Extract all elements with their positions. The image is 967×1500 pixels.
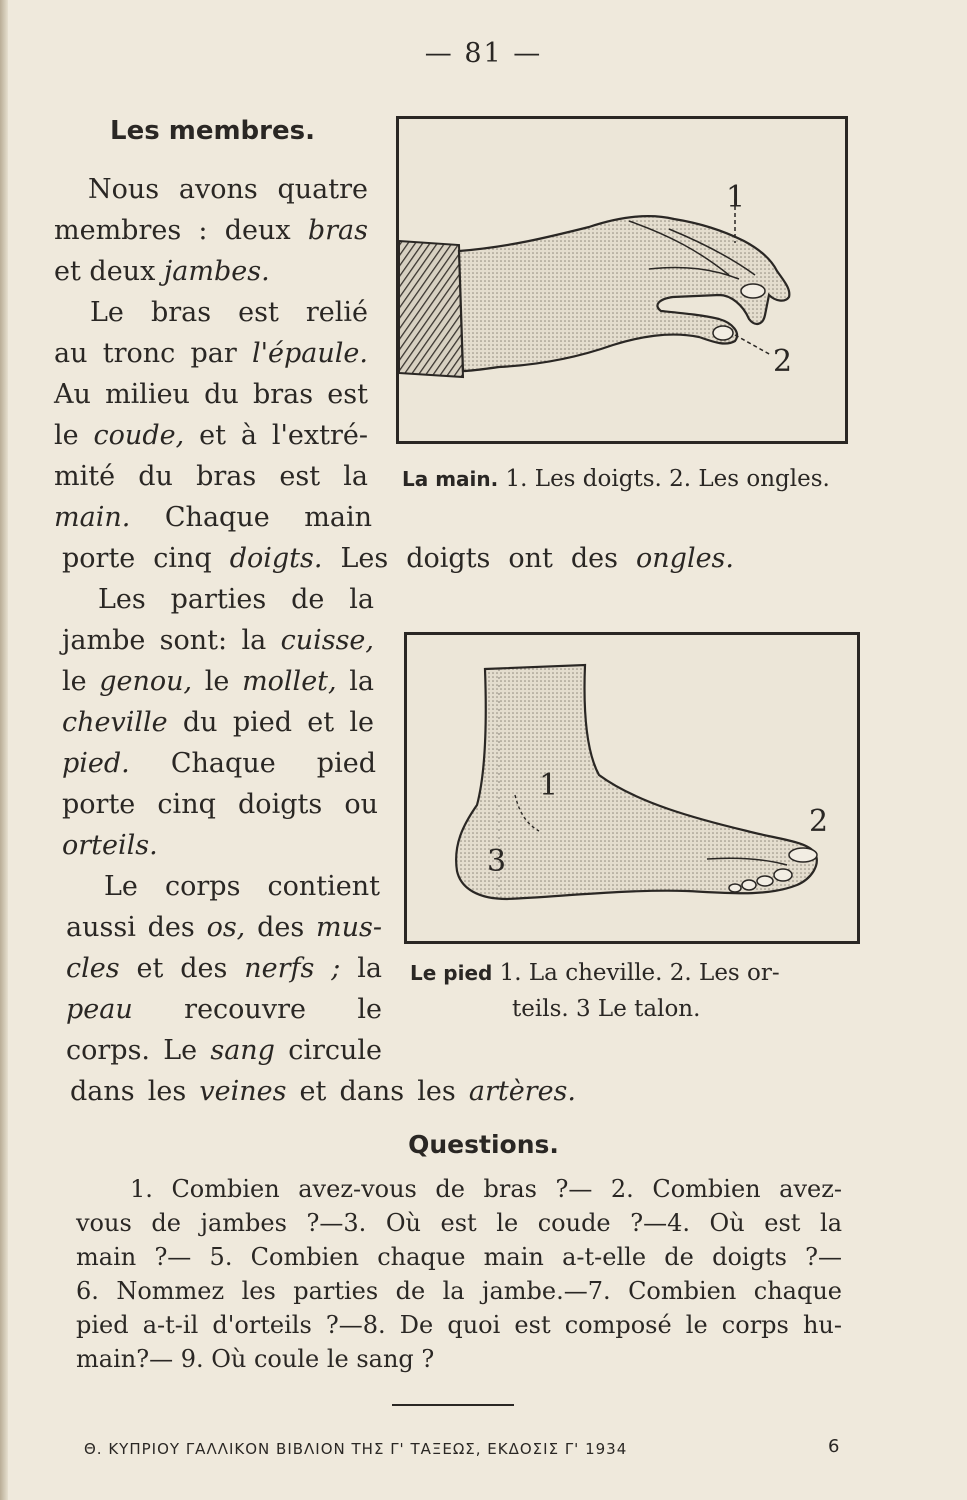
italic-term: orteils. (62, 830, 158, 861)
italic-term: pied. (62, 748, 130, 779)
italic-term: doigts. (229, 543, 323, 574)
body-line: corps. Le sang circule (66, 1035, 382, 1066)
italic-term: sang (210, 1035, 275, 1066)
divider-rule (392, 1404, 514, 1406)
body-line: mité du bras est la (54, 461, 368, 492)
foot-caption-text-1: 1. La cheville. 2. Les or- (499, 960, 780, 986)
body-line: Le bras est relié (90, 297, 368, 328)
body-line (62, 828, 158, 864)
italic-term: main. (54, 502, 131, 533)
italic-term: jambes. (163, 256, 270, 287)
foot-label-toes: 2 (809, 804, 829, 839)
body-line: Au milieu du bras est (54, 379, 368, 410)
italic-term: cuisse, (280, 625, 374, 656)
body-line: peau recouvre le (66, 994, 382, 1025)
italic-term: peau (66, 994, 133, 1025)
hand-drawing (399, 119, 845, 441)
foot-caption-line-1 (410, 960, 780, 986)
body-line: cheville du pied et le (62, 707, 374, 738)
foot-label-ankle: 1 (539, 768, 559, 803)
body-line: et deux jambes. (54, 256, 270, 287)
body-line: Nous avons quatre (88, 174, 368, 205)
body-line: porte cinq doigts ou (62, 789, 378, 820)
hand-caption-text: 1. Les doigts. 2. Les ongles. (505, 466, 830, 492)
body-line: cles et des nerfs ; la (66, 953, 382, 984)
body-line: dans les veines et dans les artères. (70, 1076, 576, 1107)
question-line: main ?— 5. Combien chaque main a-t-elle de doigts ?— (76, 1243, 842, 1271)
hand-illustration (396, 116, 848, 444)
footer-signature-number: 6 (828, 1436, 840, 1457)
body-line: aussi des os, des mus- (66, 912, 382, 943)
italic-term: veines (199, 1076, 287, 1107)
italic-term: l'épaule. (251, 338, 368, 369)
body-line: jambe sont: la cuisse, (62, 625, 374, 656)
body-line: membres : deux bras (54, 215, 368, 246)
question-line: 1. Combien avez-vous de bras ?— 2. Combien avez- (130, 1175, 842, 1203)
page-number: — 81 — (424, 38, 543, 69)
body-line: pied. Chaque pied (62, 748, 376, 779)
italic-term: bras (307, 215, 368, 246)
italic-term: mollet, (242, 666, 337, 697)
question-line: vous de jambes ?—3. Où est le coude ?—4. Où est la (76, 1209, 842, 1237)
italic-term: os, (206, 912, 246, 943)
italic-term: mus- (316, 912, 382, 943)
italic-term: cles (66, 953, 120, 984)
italic-term: cheville (62, 707, 168, 738)
italic-term: artères. (468, 1076, 576, 1107)
hand-caption (402, 466, 830, 492)
question-line: main?— 9. Où coule le sang ? (76, 1345, 435, 1373)
section-title: Les membres. (110, 116, 315, 146)
questions-title: Questions. (408, 1130, 559, 1159)
footer-publisher: Θ. ΚΥΠΡΙΟΥ ΓΑΛΛΙΚΟΝ ΒΙΒΛΙΟΝ ΤΗΣ Γ' ΤΑΞΕΩΣ, ΕΚΔΟΣΙΣ Γ' 1934 (84, 1440, 628, 1458)
foot-illustration (404, 632, 860, 944)
foot-caption-label: Le pied (410, 961, 493, 985)
hand-caption-label: La main. (402, 467, 499, 491)
page-spine-shadow (0, 0, 8, 1500)
foot-drawing (407, 635, 857, 941)
body-line: au tronc par l'épaule. (54, 338, 368, 369)
question-line: pied a-t-il d'orteils ?—8. De quoi est composé le corps hu- (76, 1311, 842, 1339)
body-line: Les parties de la (98, 584, 374, 615)
hand-label-fingers: 1 (726, 180, 746, 215)
body-line: le genou, le mollet, la (62, 666, 374, 697)
italic-term: ongles. (636, 543, 734, 574)
body-line: porte cinq doigts. Les doigts ont des ongles. (62, 543, 734, 574)
foot-caption-line-2: teils. 3 Le talon. (512, 996, 701, 1022)
italic-term: coude, (93, 420, 185, 451)
foot-label-heel: 3 (487, 844, 507, 879)
italic-term: genou, (99, 666, 193, 697)
italic-term: nerfs ; (244, 953, 341, 984)
body-line: Le corps contient (104, 871, 380, 902)
body-line: le coude, et à l'extré- (54, 420, 368, 451)
body-line: main. Chaque main (54, 502, 372, 533)
hand-label-nails: 2 (773, 344, 793, 379)
question-line: 6. Nommez les parties de la jambe.—7. Combien chaque (76, 1277, 842, 1305)
